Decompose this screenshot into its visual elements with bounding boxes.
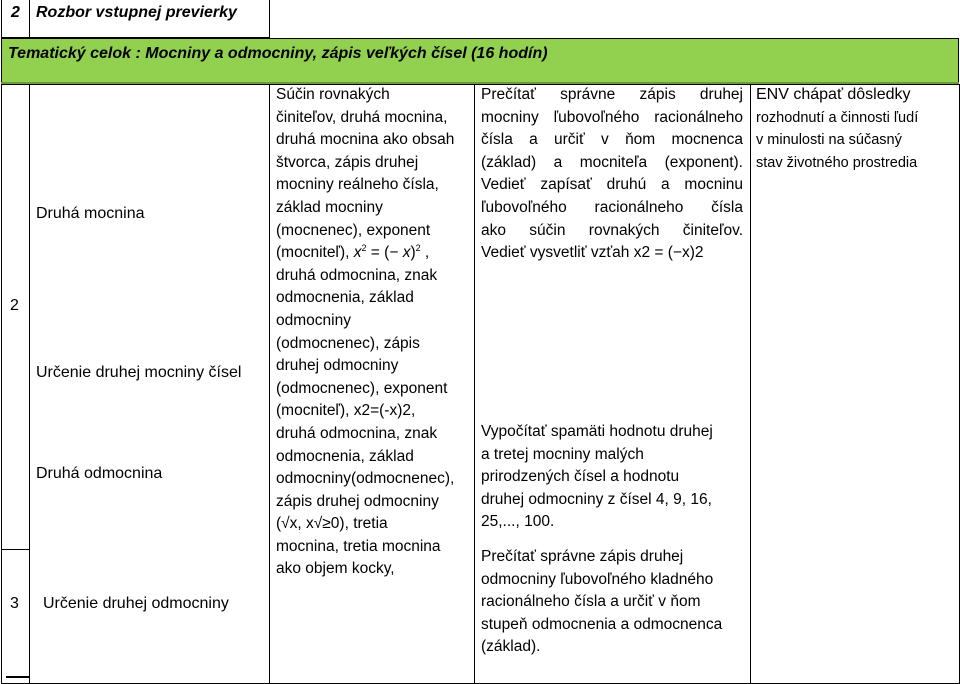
formula-text: (mocniteľ), — [276, 244, 354, 262]
standards-block-d — [481, 421, 743, 534]
content-line: druhej odmocniny — [276, 357, 399, 375]
formula-text: ) — [410, 244, 416, 262]
formula-exponent: 2 — [415, 243, 421, 254]
standard-line: 25,..., 100. — [481, 513, 555, 531]
thematic-unit-bar — [1, 38, 959, 85]
content-line: ako objem kocky, — [276, 560, 395, 578]
standard-line: a tretej mocniny malých — [481, 445, 644, 463]
content-line: druhá odmocnina, znak — [276, 266, 438, 284]
content-line: (mocniteľ), x2=(-x)2, — [276, 402, 416, 420]
content-line-formula — [276, 242, 472, 265]
topic-item: Druhá mocnina — [36, 205, 145, 222]
standard-line: Vypočítať spamäti hodnotu druhej — [481, 423, 713, 440]
formula-variable: x — [402, 244, 411, 262]
content-line: mocniny reálneho čísla, — [276, 176, 439, 194]
standard-line: čísla a určiť v ňom mocnenca — [481, 131, 743, 149]
standards-block-a — [481, 84, 743, 265]
standard-line: Prečítať správne zápis druhej — [481, 86, 743, 103]
header-number-cell — [1, 0, 30, 38]
standard-line: mocniny ľubovoľného racionálneho — [481, 108, 743, 126]
cross-line: stav životného prostredia — [756, 154, 918, 171]
content-text — [276, 84, 472, 581]
content-line: štvorca, zápis druhej — [276, 153, 419, 171]
cross-line: ENV chápať dôsledky — [756, 86, 911, 103]
content-line: základ mocniny — [276, 198, 383, 216]
formula-text: = (− — [366, 244, 403, 262]
standards-block-e — [481, 546, 743, 659]
standard-line: druhej odmocniny z čísel 4, 9, 16, — [481, 490, 712, 508]
standard-line: (základ). — [481, 638, 541, 656]
cross-line: rozhodnutí a činnosti ľudí — [756, 109, 919, 126]
content-line: druhá mocnina ako obsah — [276, 131, 455, 149]
header-row-number: 2 — [11, 4, 20, 21]
page-title: Rozbor vstupnej previerky — [36, 4, 237, 21]
row-number-second: 3 — [10, 595, 19, 612]
standard-line: Vedieť zapísať druhú a mocninu — [481, 176, 743, 194]
content-line: činiteľov, druhá mocnina, — [276, 108, 448, 126]
content-line: odmocniny(odmocnenec), — [276, 470, 455, 488]
standard-line: ako súčin rovnakých činiteľov. — [481, 221, 743, 239]
content-line: (odmocnenec), exponent — [276, 379, 448, 397]
content-line: odmocnenia, základ — [276, 289, 414, 307]
standard-line: Prečítať správne zápis druhej — [481, 548, 684, 565]
content-line: (√x, x√≥0), tretia — [276, 515, 388, 533]
content-line: Súčin rovnakých — [276, 86, 390, 103]
content-line: odmocniny — [276, 311, 351, 329]
content-line: druhá odmocnina, znak — [276, 424, 438, 442]
standard-line: Vedieť vysvetliť vzťah x2 = (−x)2 — [481, 244, 704, 262]
standard-line: ľubovoľného racionálneho čísla — [481, 198, 743, 216]
topic-item: Určenie druhej odmocniny — [43, 595, 229, 612]
thematic-unit-title: Tematický celok : Mocniny a odmocniny, zápis veľkých čísel (16 hodín) — [8, 45, 548, 62]
content-line: mocnina, tretia mocnina — [276, 537, 441, 555]
formula-variable: x — [353, 244, 362, 262]
topic-item: Druhá odmocnina — [36, 465, 163, 482]
content-line: odmocnenia, základ — [276, 447, 414, 465]
row-number-first: 2 — [10, 297, 19, 314]
standard-line: (základ) a mocniteľa (exponent). — [481, 153, 743, 171]
content-line: zápis druhej odmocniny — [276, 492, 439, 510]
standard-line: odmocniny ľubovoľného kladného — [481, 570, 714, 588]
topic-item: Určenie druhej mocniny čísel — [36, 364, 242, 381]
bottom-mark — [6, 676, 30, 678]
content-line: (mocnenec), exponent — [276, 221, 431, 239]
formula-exponent: 2 — [361, 243, 367, 254]
standard-line: racionálneho čísla a určiť v ňom — [481, 593, 701, 611]
cross-curricular-text — [756, 84, 958, 174]
topic-column — [29, 84, 270, 684]
standard-line: stupeň odmocnenia a odmocnenca — [481, 615, 723, 633]
row-divider — [1, 549, 30, 550]
standard-line: prirodzených čísel a hodnotu — [481, 468, 680, 486]
row-number-cell — [1, 84, 30, 684]
content-line: (odmocnenec), zápis — [276, 334, 420, 352]
cross-line: v minulosti na súčasný — [756, 132, 902, 149]
header-title-cell — [29, 0, 270, 38]
formula-text: , — [420, 244, 430, 262]
